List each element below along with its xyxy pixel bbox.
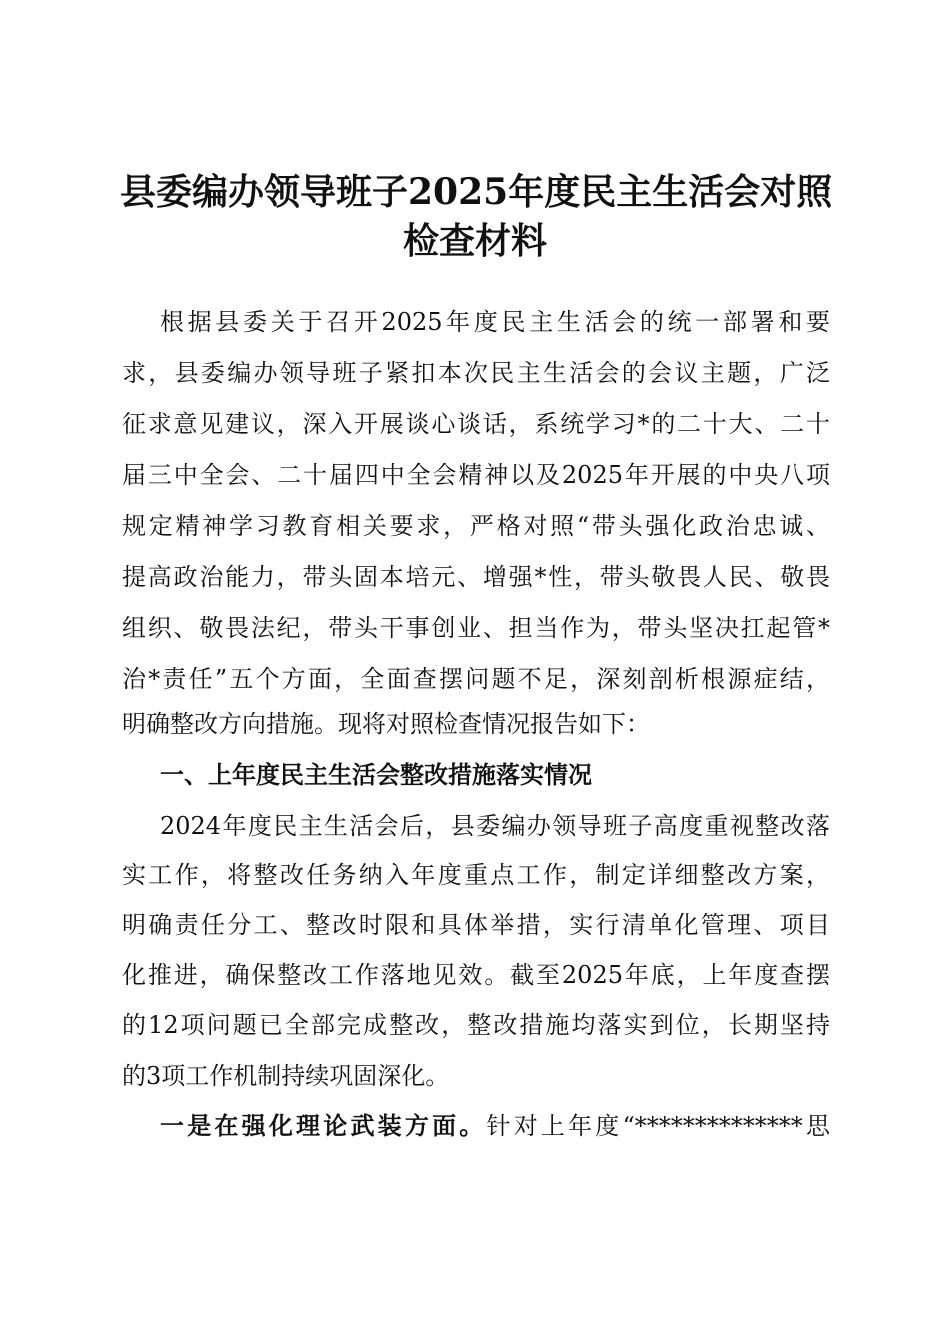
section-1-line: 实工作，将整改任务纳入年度重点工作，制定详细整改方案，	[122, 861, 830, 889]
document-title-line-2: 检查材料	[402, 220, 547, 262]
section-1-line: 2024年度民主生活会后，县委编办领导班子高度重视整改落	[160, 812, 830, 840]
intro-line: 规定精神学习教育相关要求，严格对照“带头强化政治忠诚、	[122, 512, 830, 540]
intro-line: 届三中全会、二十届四中全会精神以及2025年开展的中央八项	[122, 461, 830, 489]
intro-line: 征求意见建议，深入开展谈心谈话，系统学习*的二十大、二十	[122, 410, 830, 438]
document-title-line-1: 县委编办领导班子2025年度民主生活会对照	[120, 171, 833, 213]
section-1-line: 明确责任分工、整改时限和具体举措，实行清单化管理、项目	[122, 911, 830, 939]
section-1-line: 的12项问题已全部完成整改，整改措施均落实到位，长期坚持	[122, 1011, 830, 1039]
section-1-line: 化推进，确保整改工作落地见效。截至2025年底，上年度查摆	[122, 961, 830, 989]
point-1-paragraph	[160, 1108, 830, 1144]
section-1-heading: 一、上年度民主生活会整改措施落实情况	[160, 761, 592, 789]
point-1-text: 针对上年度“**************思	[486, 1112, 830, 1140]
intro-line: 求，县委编办领导班子紧扣本次民主生活会的会议主题，广泛	[122, 359, 830, 387]
intro-line: 治*责任”五个方面，全面查摆问题不足，深刻剖析根源症结，	[122, 665, 830, 693]
point-1-lead: 一是在强化理论武装方面。	[160, 1111, 487, 1140]
intro-line: 根据县委关于召开2025年度民主生活会的统一部署和要	[160, 308, 830, 336]
intro-line: 组织、敬畏法纪，带头干事创业、担当作为，带头坚决扛起管*	[122, 614, 830, 642]
intro-line: 提高政治能力，带头固本培元、增强*性，带头敬畏人民、敬畏	[122, 563, 830, 591]
intro-line: 明确整改方向措施。现将对照检查情况报告如下：	[122, 710, 650, 738]
section-1-line: 的3项工作机制持续巩固深化。	[122, 1062, 450, 1090]
